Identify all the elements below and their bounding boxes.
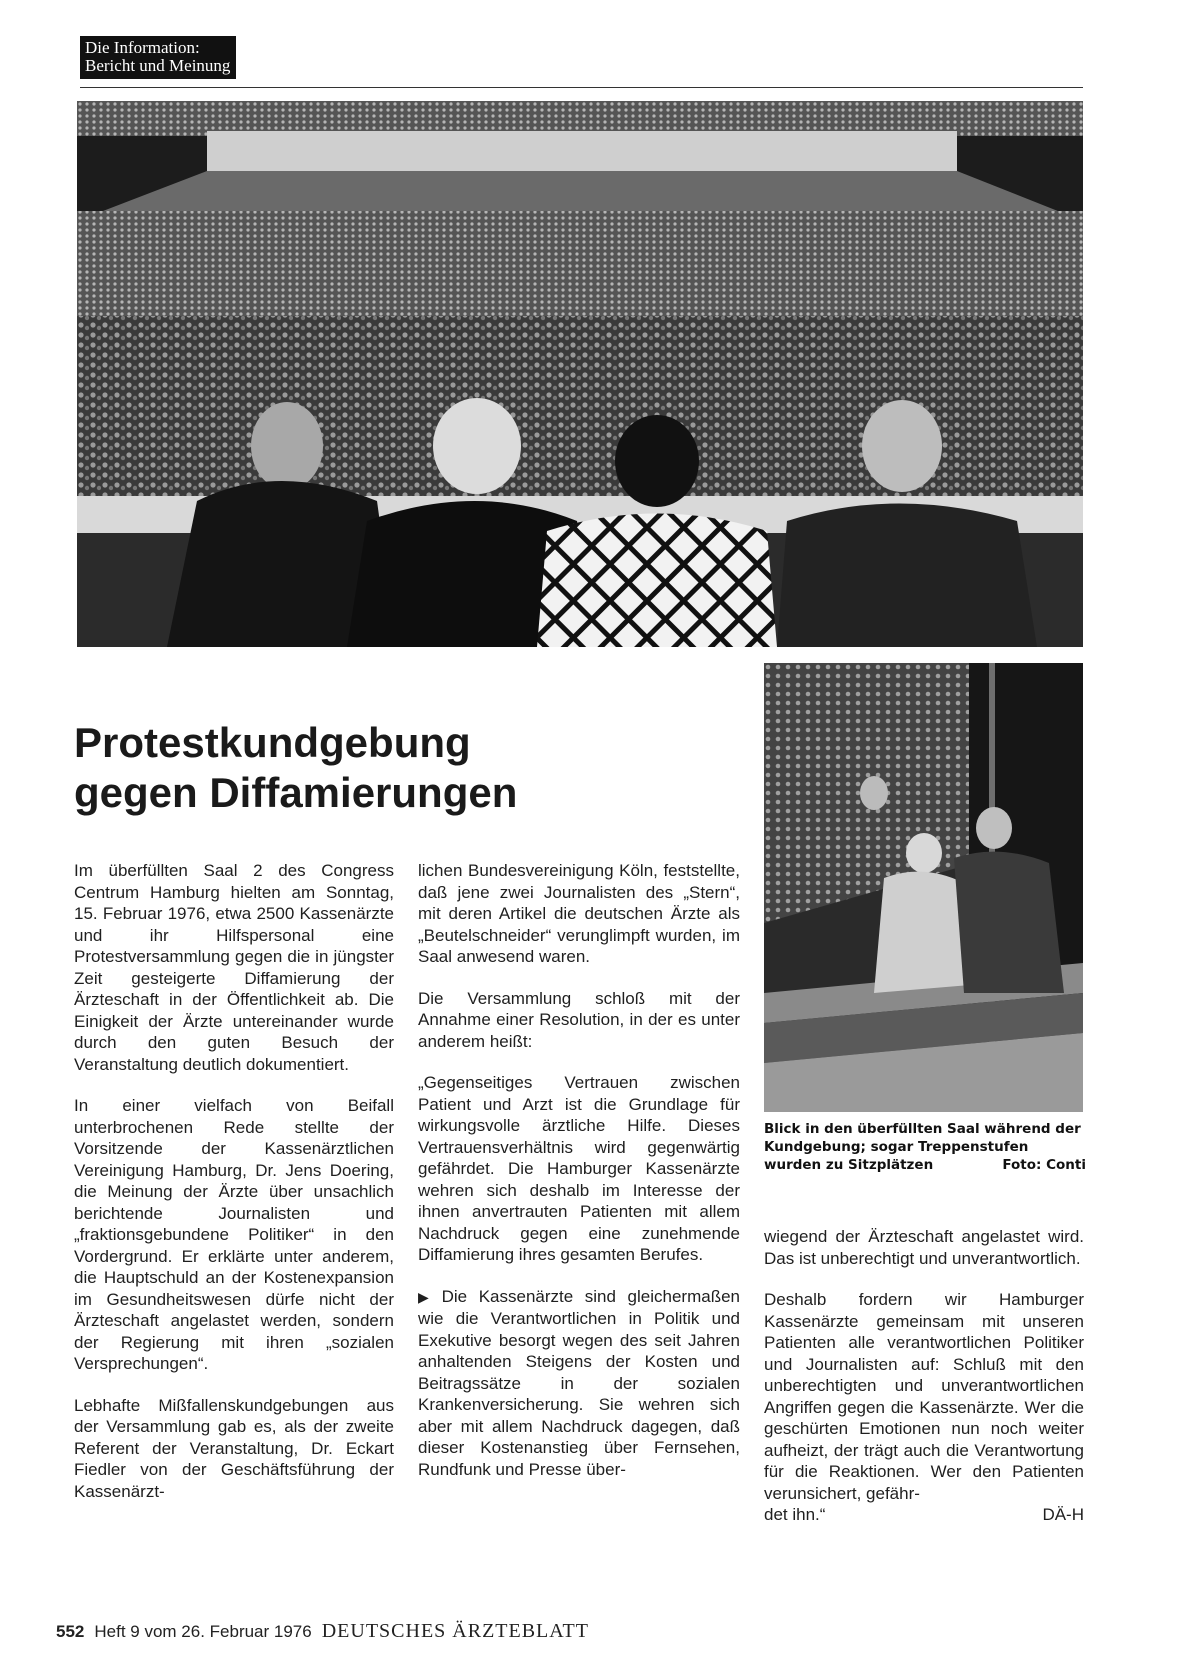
paragraph: lichen Bundesvereinigung Köln, feststellte, daß jene zwei Journalisten des „Stern“, mit deren Artikel die deutschen Ärzte als „Beutelschneider“ verunglimpft wurden, im Saal anwesend waren. — [418, 861, 740, 966]
side-photo-stairs — [764, 663, 1083, 1112]
paragraph: In einer vielfach von Beifall unterbrochenen Rede stellte der Vorsitzende der Kassenärztlichen Vereinigung Hamburg, Dr. Jens Doering, die Meinung der Ärzte über unsachlich berichtende Journalisten und „fraktionsgebundene Politiker“ in den Vordergrund. Er erklärte unter anderem, die Hauptschuld an der Kostenexpansion im Gesundheitswesen dürfe nicht der Ärzteschaft angelastet werden, sondern der Regierung mit ihren „sozialen Versprechungen“. — [74, 1096, 394, 1373]
section-label — [80, 36, 236, 79]
headline — [74, 718, 517, 818]
paragraph-end: det ihn.“ — [764, 1505, 826, 1524]
photo-caption — [764, 1120, 1086, 1174]
auditorium-illustration — [77, 101, 1083, 647]
author-signoff: DÄ-H — [1042, 1505, 1084, 1524]
main-photo-auditorium — [77, 101, 1083, 647]
page-footer — [56, 1620, 589, 1643]
arrow-bullet-icon: ▶ — [418, 1288, 436, 1305]
paragraph-bullet — [418, 1286, 740, 1481]
paragraph-bullet-text: Die Kassenärzte sind gleichermaßen wie die Verantwortlichen in Politik und Exekutive besorgt wegen des seit Jahren anhaltenden Steigens der Kosten und Beitragssätze in der sozialen Krankenversicherung. Sie wehren sich aber mit allem Nachdruck dagegen, daß dieser Kostenanstieg über Fernsehen, Rundfunk und Presse über- — [418, 1286, 740, 1479]
paragraph: Lebhafte Mißfallenskundgebungen aus der Versammlung gab es, als der zweite Referent der Veranstaltung, Dr. Eckart Fiedler von der Geschäftsführung der Kassenärzt- — [74, 1395, 394, 1501]
paragraph: Im überfüllten Saal 2 des Congress Centrum Hamburg hielten am Sonntag, 15. Februar 1976, etwa 2500 Kassenärzte und ihr Hilfspersonal eine Protestversammlung gegen die in jüngster Zeit gesteigerte Diffamierung der Ärzteschaft in der Öffentlichkeit ab. Die Einigkeit der Ärzte untereinander wurde durch den guten Besuch der Veranstaltung deutlich dokumentiert. — [74, 861, 394, 1074]
section-label-line1: Die Information: — [85, 38, 200, 57]
top-rule — [80, 87, 1083, 88]
section-label-line2: Bericht und Meinung — [85, 56, 231, 75]
article-column-3 — [764, 1226, 1084, 1526]
stairs-illustration — [764, 663, 1083, 1112]
journal-name: DEUTSCHES ÄRZTEBLATT — [321, 1620, 589, 1642]
caption-text: Blick in den überfüllten Saal während der Kundgebung; sogar Treppenstufen wurden zu Sitzplätzen — [764, 1121, 1081, 1173]
headline-line1: Protestkundgebung — [74, 719, 471, 766]
article-column-1 — [74, 860, 394, 1522]
paragraph: Deshalb fordern wir Hamburger Kassenärzte gemeinsam mit unseren Patienten alle verantwortlichen Politiker und Journalisten auf: Schluß mit den unberechtigten und unverantwortlichen Angriffen gegen die Kassenärzte. Wer die geschürten Emotionen nun noch weiter aufheizt, der trägt auch die Verantwortung für die Reaktionen. Wer den Patienten verunsichert, gefähr- — [764, 1290, 1084, 1503]
article-column-2 — [418, 860, 740, 1500]
headline-line2: gegen Diffamierungen — [74, 769, 518, 816]
paragraph: wiegend der Ärzteschaft angelastet wird. Das ist unberechtigt und unverantwortlich. — [764, 1227, 1084, 1268]
paragraph-end-row — [764, 1504, 1084, 1526]
page-number: 552 — [56, 1622, 85, 1641]
photo-credit: Foto: Conti — [1002, 1157, 1086, 1173]
issue-info: Heft 9 vom 26. Februar 1976 — [94, 1622, 312, 1641]
paragraph: Die Versammlung schloß mit der Annahme einer Resolution, in der es unter anderem heißt: — [418, 988, 740, 1051]
paragraph: „Gegenseitiges Vertrauen zwischen Patient und Arzt ist die Grundlage für wirkungsvolle ärztliche Hilfe. Dieses Vertrauensverhältnis wird gegenwärtig gefährdet. Die Hamburger Kassenärzte wehren sich deshalb im Interesse der ihnen anvertrauten Patienten mit allem Nachdruck gegen eine zunehmende Diffamierung ihres gesamten Berufes. — [418, 1073, 740, 1264]
